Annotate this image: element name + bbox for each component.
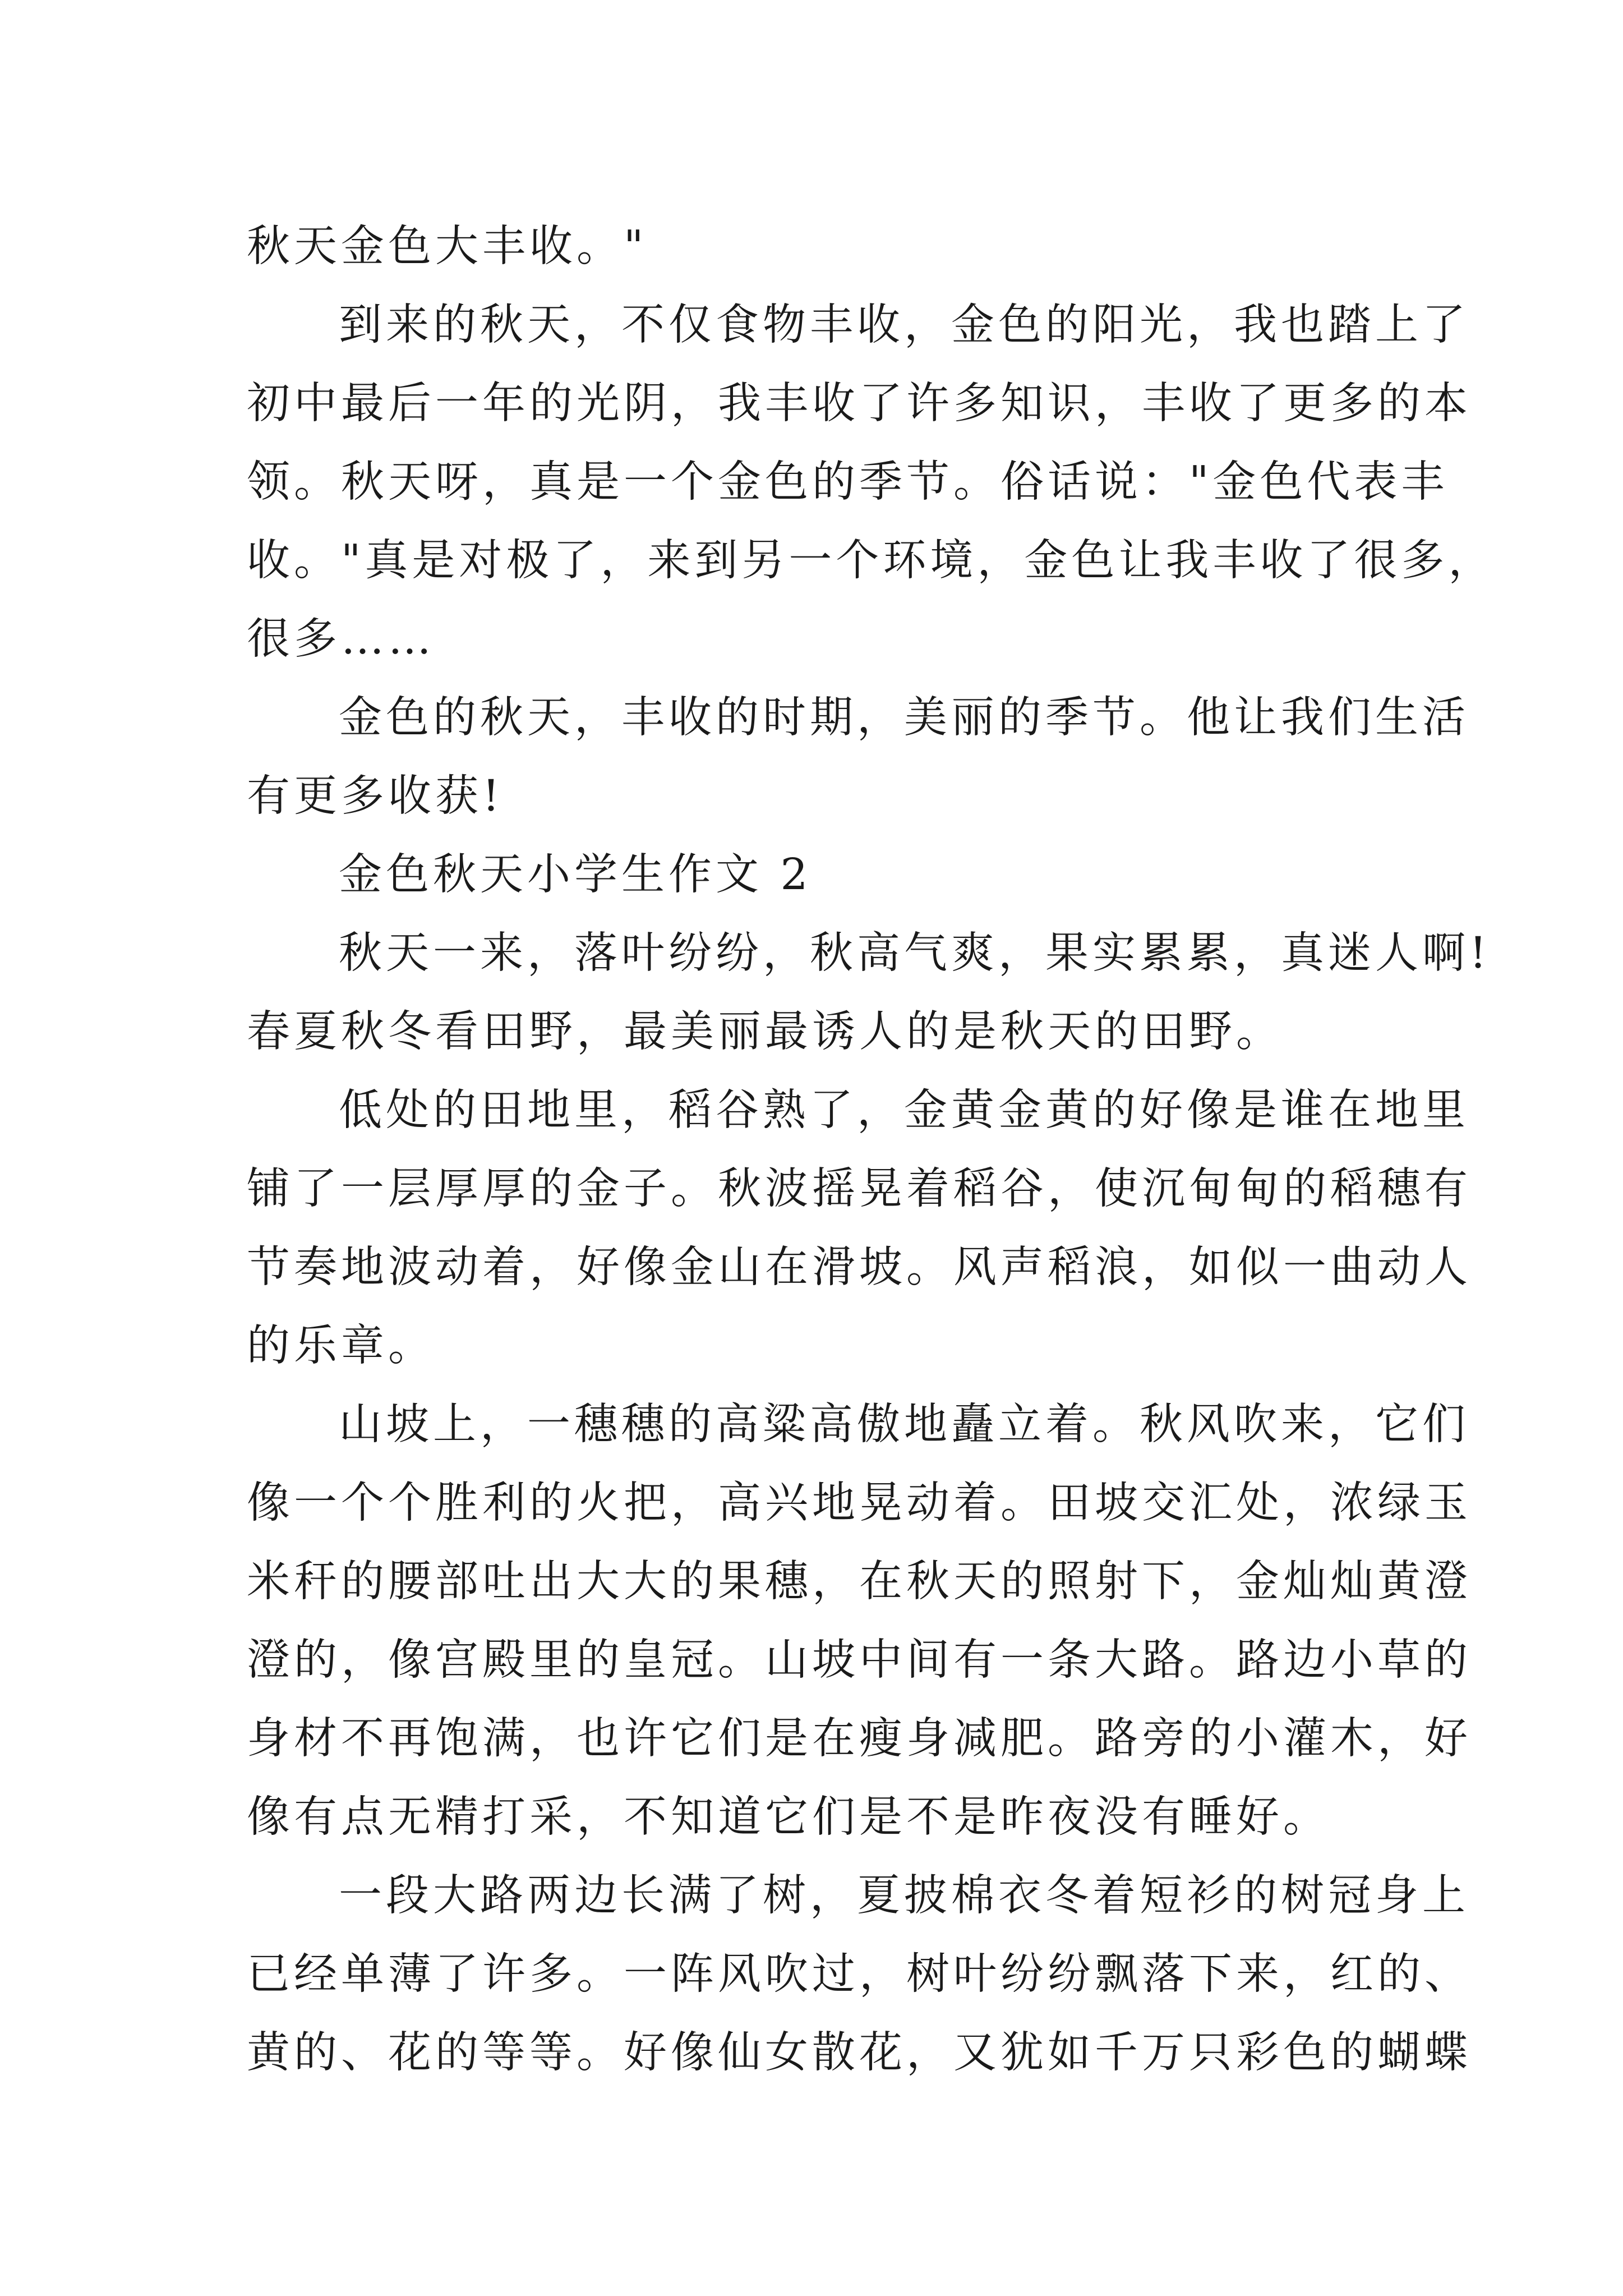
document-body: [247, 208, 1496, 2092]
text-line: 黄的、花的等等。好像仙女散花，又犹如千万只彩色的蝴蝶: [247, 2028, 1472, 2078]
text-line: 米秆的腰部吐出大大的果穗，在秋天的照射下，金灿灿黄澄: [247, 1557, 1472, 1607]
text-line: 澄的，像宫殿里的皇冠。山坡中间有一条大路。路边小草的: [247, 1635, 1472, 1685]
text-line: 收。"真是对极了，来到另一个环境，金色让我丰收了很多，: [247, 536, 1496, 586]
text-line: 一段大路两边长满了树，夏披棉衣冬着短衫的树冠身上: [339, 1871, 1469, 1921]
text-line: 像有点无精打采，不知道它们是不是昨夜没有睡好。: [247, 1792, 1330, 1842]
text-line: 有更多收获!: [247, 771, 504, 821]
text-line: 铺了一层厚厚的金子。秋波摇晃着稻谷，使沉甸甸的稻穗有: [247, 1164, 1472, 1214]
text-line: 像一个个胜利的火把，高兴地晃动着。田坡交汇处，浓绿玉: [247, 1478, 1472, 1528]
text-line: 初中最后一年的光阴，我丰收了许多知识，丰收了更多的本: [247, 379, 1472, 429]
text-line: 到来的秋天，不仅食物丰收，金色的阳光，我也踏上了: [339, 300, 1469, 350]
text-line: 金色的秋天，丰收的时期，美丽的季节。他让我们生活: [339, 693, 1469, 743]
text-line: 春夏秋冬看田野，最美丽最诱人的是秋天的田野。: [247, 1007, 1283, 1057]
text-line: 低处的田地里，稻谷熟了，金黄金黄的好像是谁在地里: [339, 1085, 1469, 1135]
text-line: 很多……: [247, 614, 435, 664]
text-line: 领。秋天呀，真是一个金色的季节。俗话说："金色代表丰: [247, 457, 1449, 507]
text-line: 秋天一来，落叶纷纷，秋高气爽，果实累累，真迷人啊!: [339, 928, 1491, 978]
text-line: 节奏地波动着，好像金山在滑坡。风声稻浪，如似一曲动人: [247, 1243, 1472, 1292]
text-line: 身材不再饱满，也许它们是在瘦身减肥。路旁的小灌木，好: [247, 1714, 1472, 1764]
text-line: 已经单薄了许多。一阵风吹过，树叶纷纷飘落下来，红的、: [247, 1949, 1472, 1999]
text-line: 山坡上，一穗穗的高粱高傲地矗立着。秋风吹来，它们: [339, 1400, 1469, 1450]
text-line: 秋天金色大丰收。": [247, 222, 648, 272]
section-heading: 金色秋天小学生作文 2: [339, 850, 812, 900]
text-line: 的乐章。: [247, 1321, 435, 1371]
